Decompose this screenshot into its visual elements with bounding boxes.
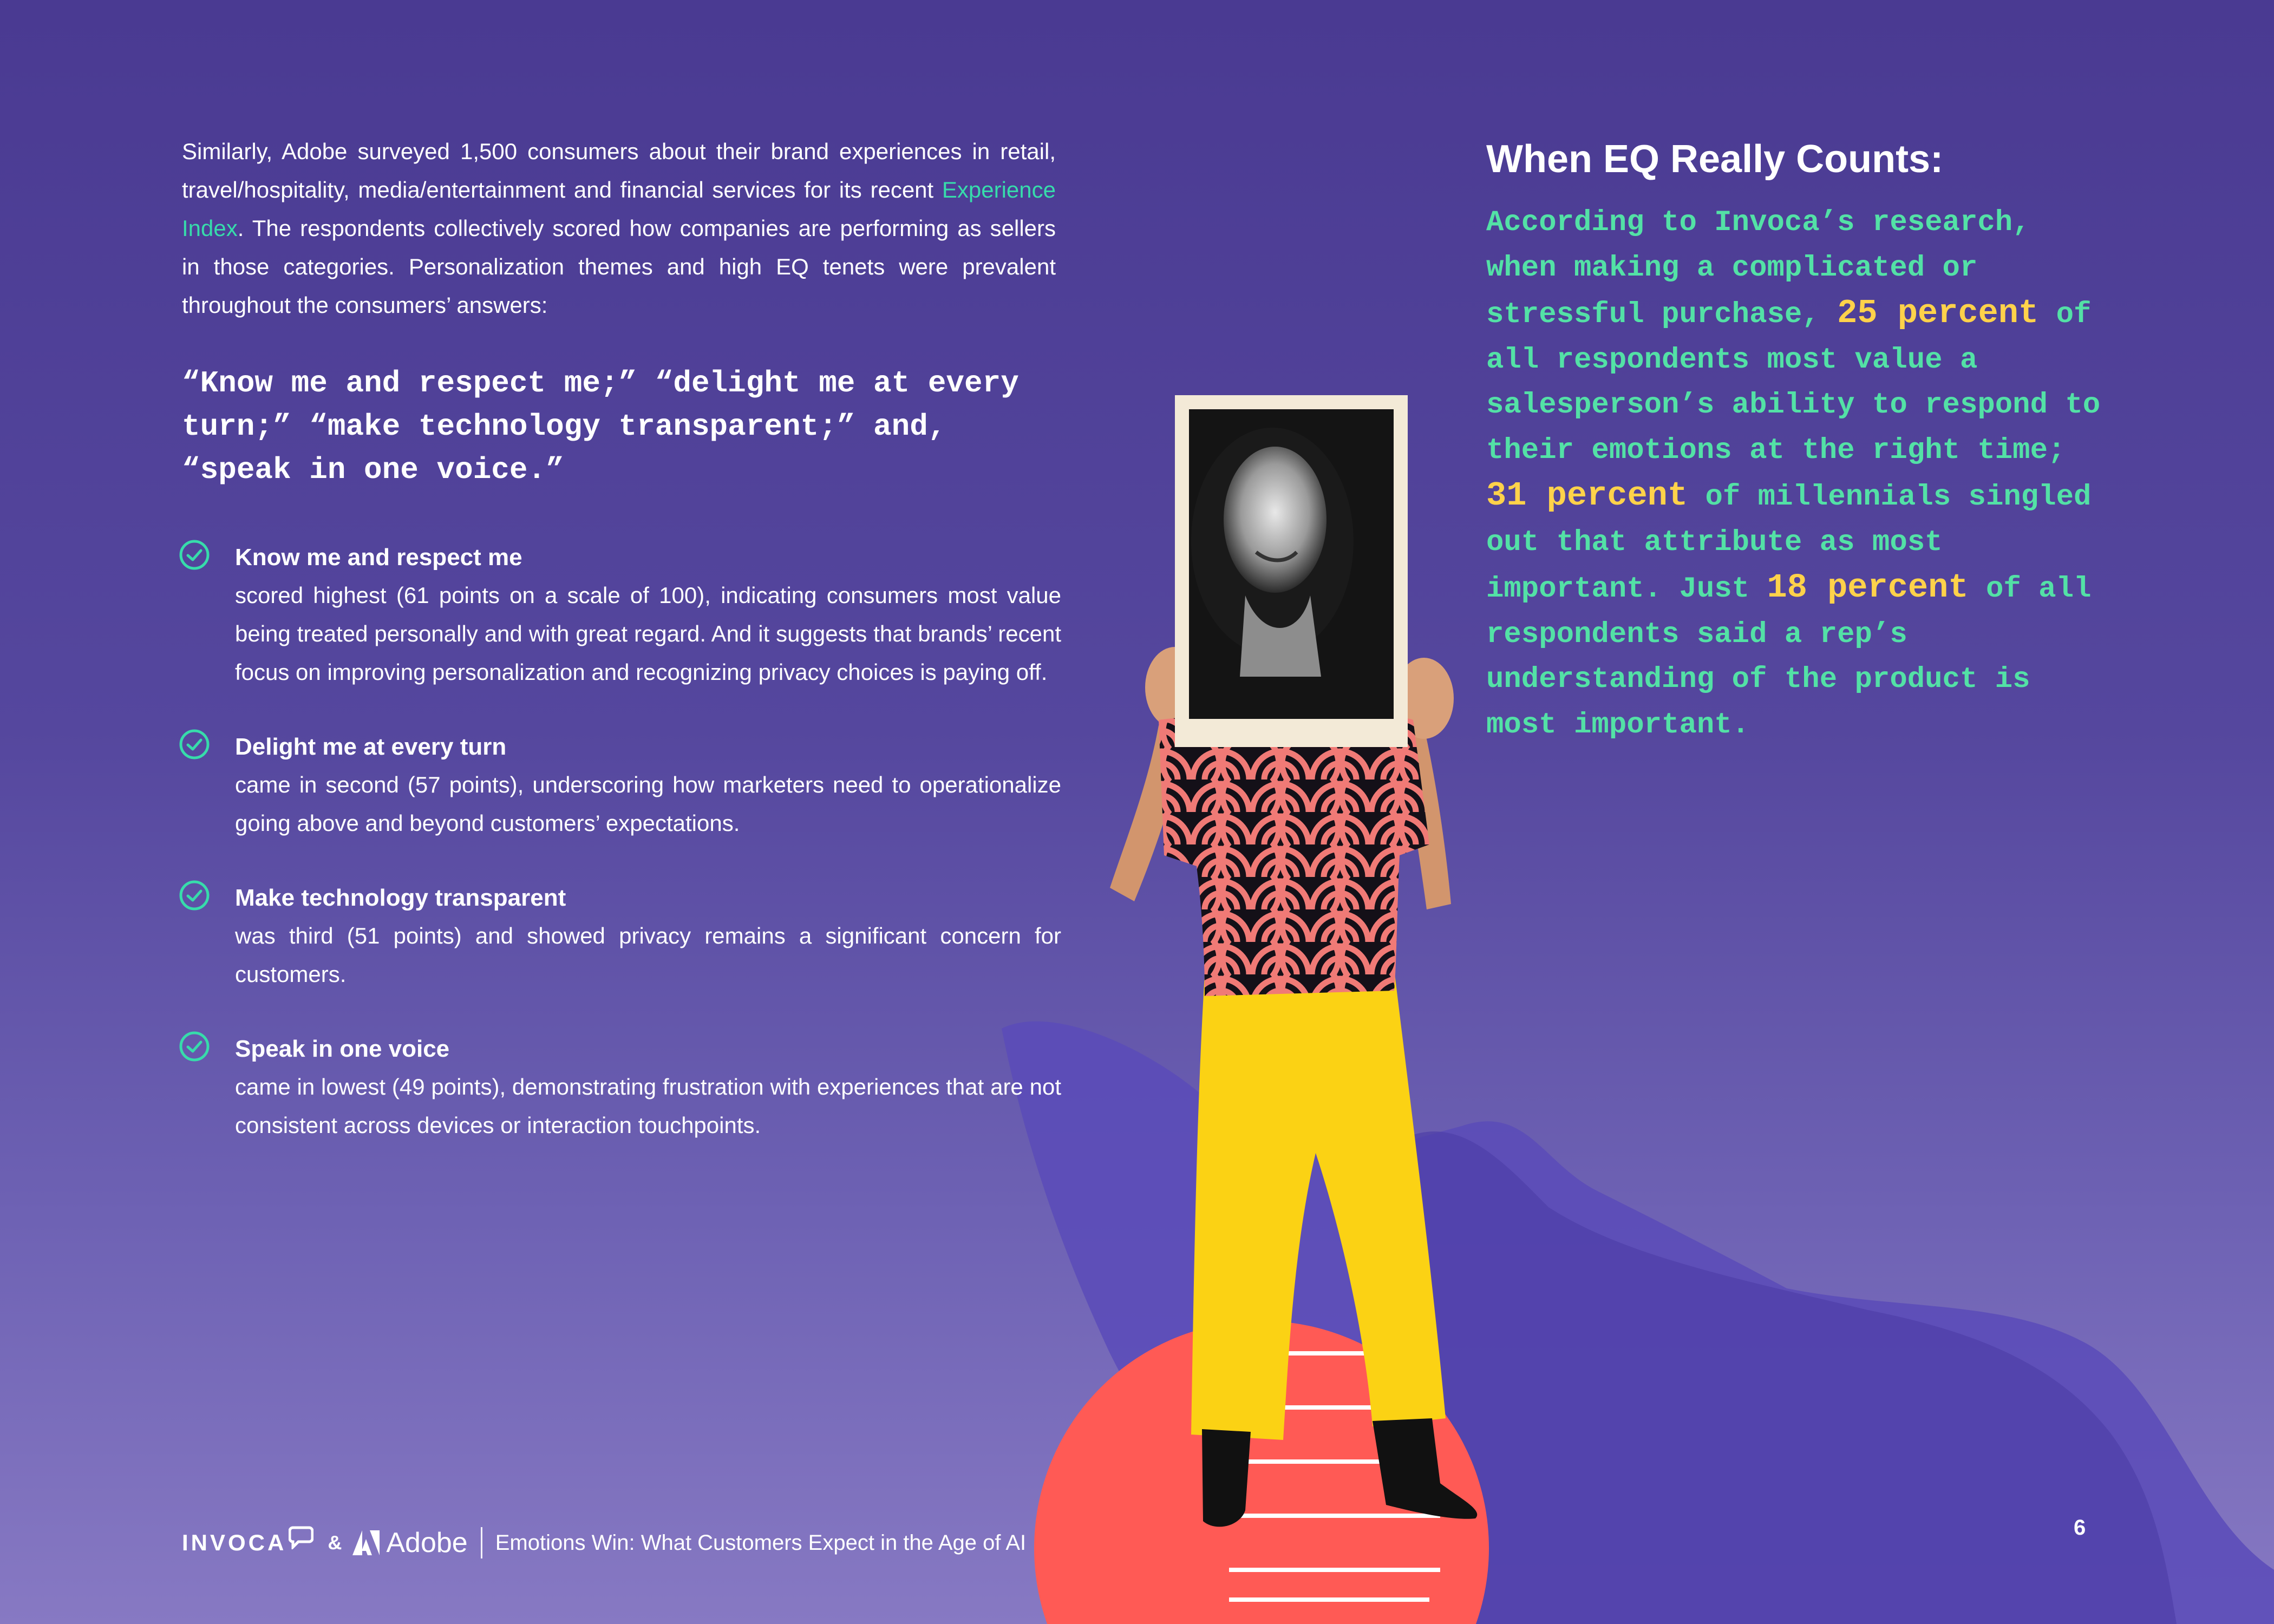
check-circle-icon [179, 539, 210, 571]
list-item [179, 1031, 1061, 1144]
intro-paragraph [182, 132, 1056, 324]
stat-highlight: 31 percent [1486, 476, 1688, 515]
page-number: 6 [2074, 1516, 2086, 1540]
sidebar-text: According to Invoca’s research, when making a complicated or stressful purchase, [1486, 206, 2030, 331]
boot-left [1202, 1429, 1251, 1527]
check-circle-icon [179, 729, 210, 760]
list-item-text: was third (51 points) and showed privacy remains a significant concern for customers. [235, 923, 1061, 987]
list-item-title: Delight me at every turn [235, 734, 507, 760]
list-item-title: Speak in one voice [235, 1036, 450, 1062]
check-circle-icon [179, 1031, 210, 1062]
footer [182, 1518, 1026, 1567]
list-item-text: scored highest (61 points on a scale of 100), indicating consumers most value being treated personally and with great regard. And it suggests that brands’ recent focus on improving personalization and recognizing privacy choices is paying off. [235, 582, 1061, 685]
check-circle-icon [179, 880, 210, 911]
list-item-text: came in lowest (49 points), demonstrating frustration with experiences that are not consistent across devices or interaction touchpoints. [235, 1074, 1061, 1138]
intro-text-after: . The respondents collectively scored how companies are performing as sellers in those categories. Personalization themes and high EQ tenets were prevalent throughout the consumers’ answers: [182, 215, 1056, 318]
sidebar-title: When EQ Really Counts: [1486, 137, 1944, 181]
adobe-logo-text: Adobe [386, 1527, 468, 1558]
face-shape [1224, 447, 1327, 593]
experience-index-link[interactable]: Experience Index [182, 177, 1056, 241]
list-item-text: came in second (57 points), underscoring how marketers need to operationalize going above and beyond customers’ expectations. [235, 772, 1061, 836]
footer-title: Emotions Win: What Customers Expect in the Age of AI [495, 1530, 1027, 1555]
intro-text-before: Similarly, Adobe surveyed 1,500 consumers about their brand experiences in retail, travel/hospitality, media/entertainment and financial services for its recent [182, 139, 1056, 202]
list-item [179, 729, 1061, 842]
stat-highlight: 25 percent [1837, 294, 2039, 332]
invoca-logo-icon [289, 1524, 313, 1549]
shirt-shape [1159, 713, 1429, 996]
sidebar-body [1486, 200, 2103, 748]
sidebar-text: of millennials singled out that attribute as most important. Just [1486, 481, 2092, 606]
footer-divider [481, 1527, 482, 1558]
list-item [179, 880, 1061, 993]
pull-quote: “Know me and respect me;” “delight me at every turn;” “make technology transparent;” and, “speak in one voice.” [182, 366, 1019, 487]
list-item-title: Make technology transparent [235, 885, 566, 911]
list-item [179, 539, 1061, 691]
ampersand: & [328, 1531, 342, 1554]
checklist [179, 539, 1061, 1182]
sidebar-text: of all respondents said a rep’s understanding of the product is most important. [1486, 573, 2092, 742]
stat-highlight: 18 percent [1767, 568, 1969, 607]
sidebar-text: of all respondents most value a salesperson’s ability to respond to their emotions at the right time; [1486, 298, 2101, 467]
adobe-logo-icon [352, 1530, 380, 1555]
invoca-logo: INVOCA [182, 1530, 287, 1555]
list-item-title: Know me and respect me [235, 544, 522, 571]
